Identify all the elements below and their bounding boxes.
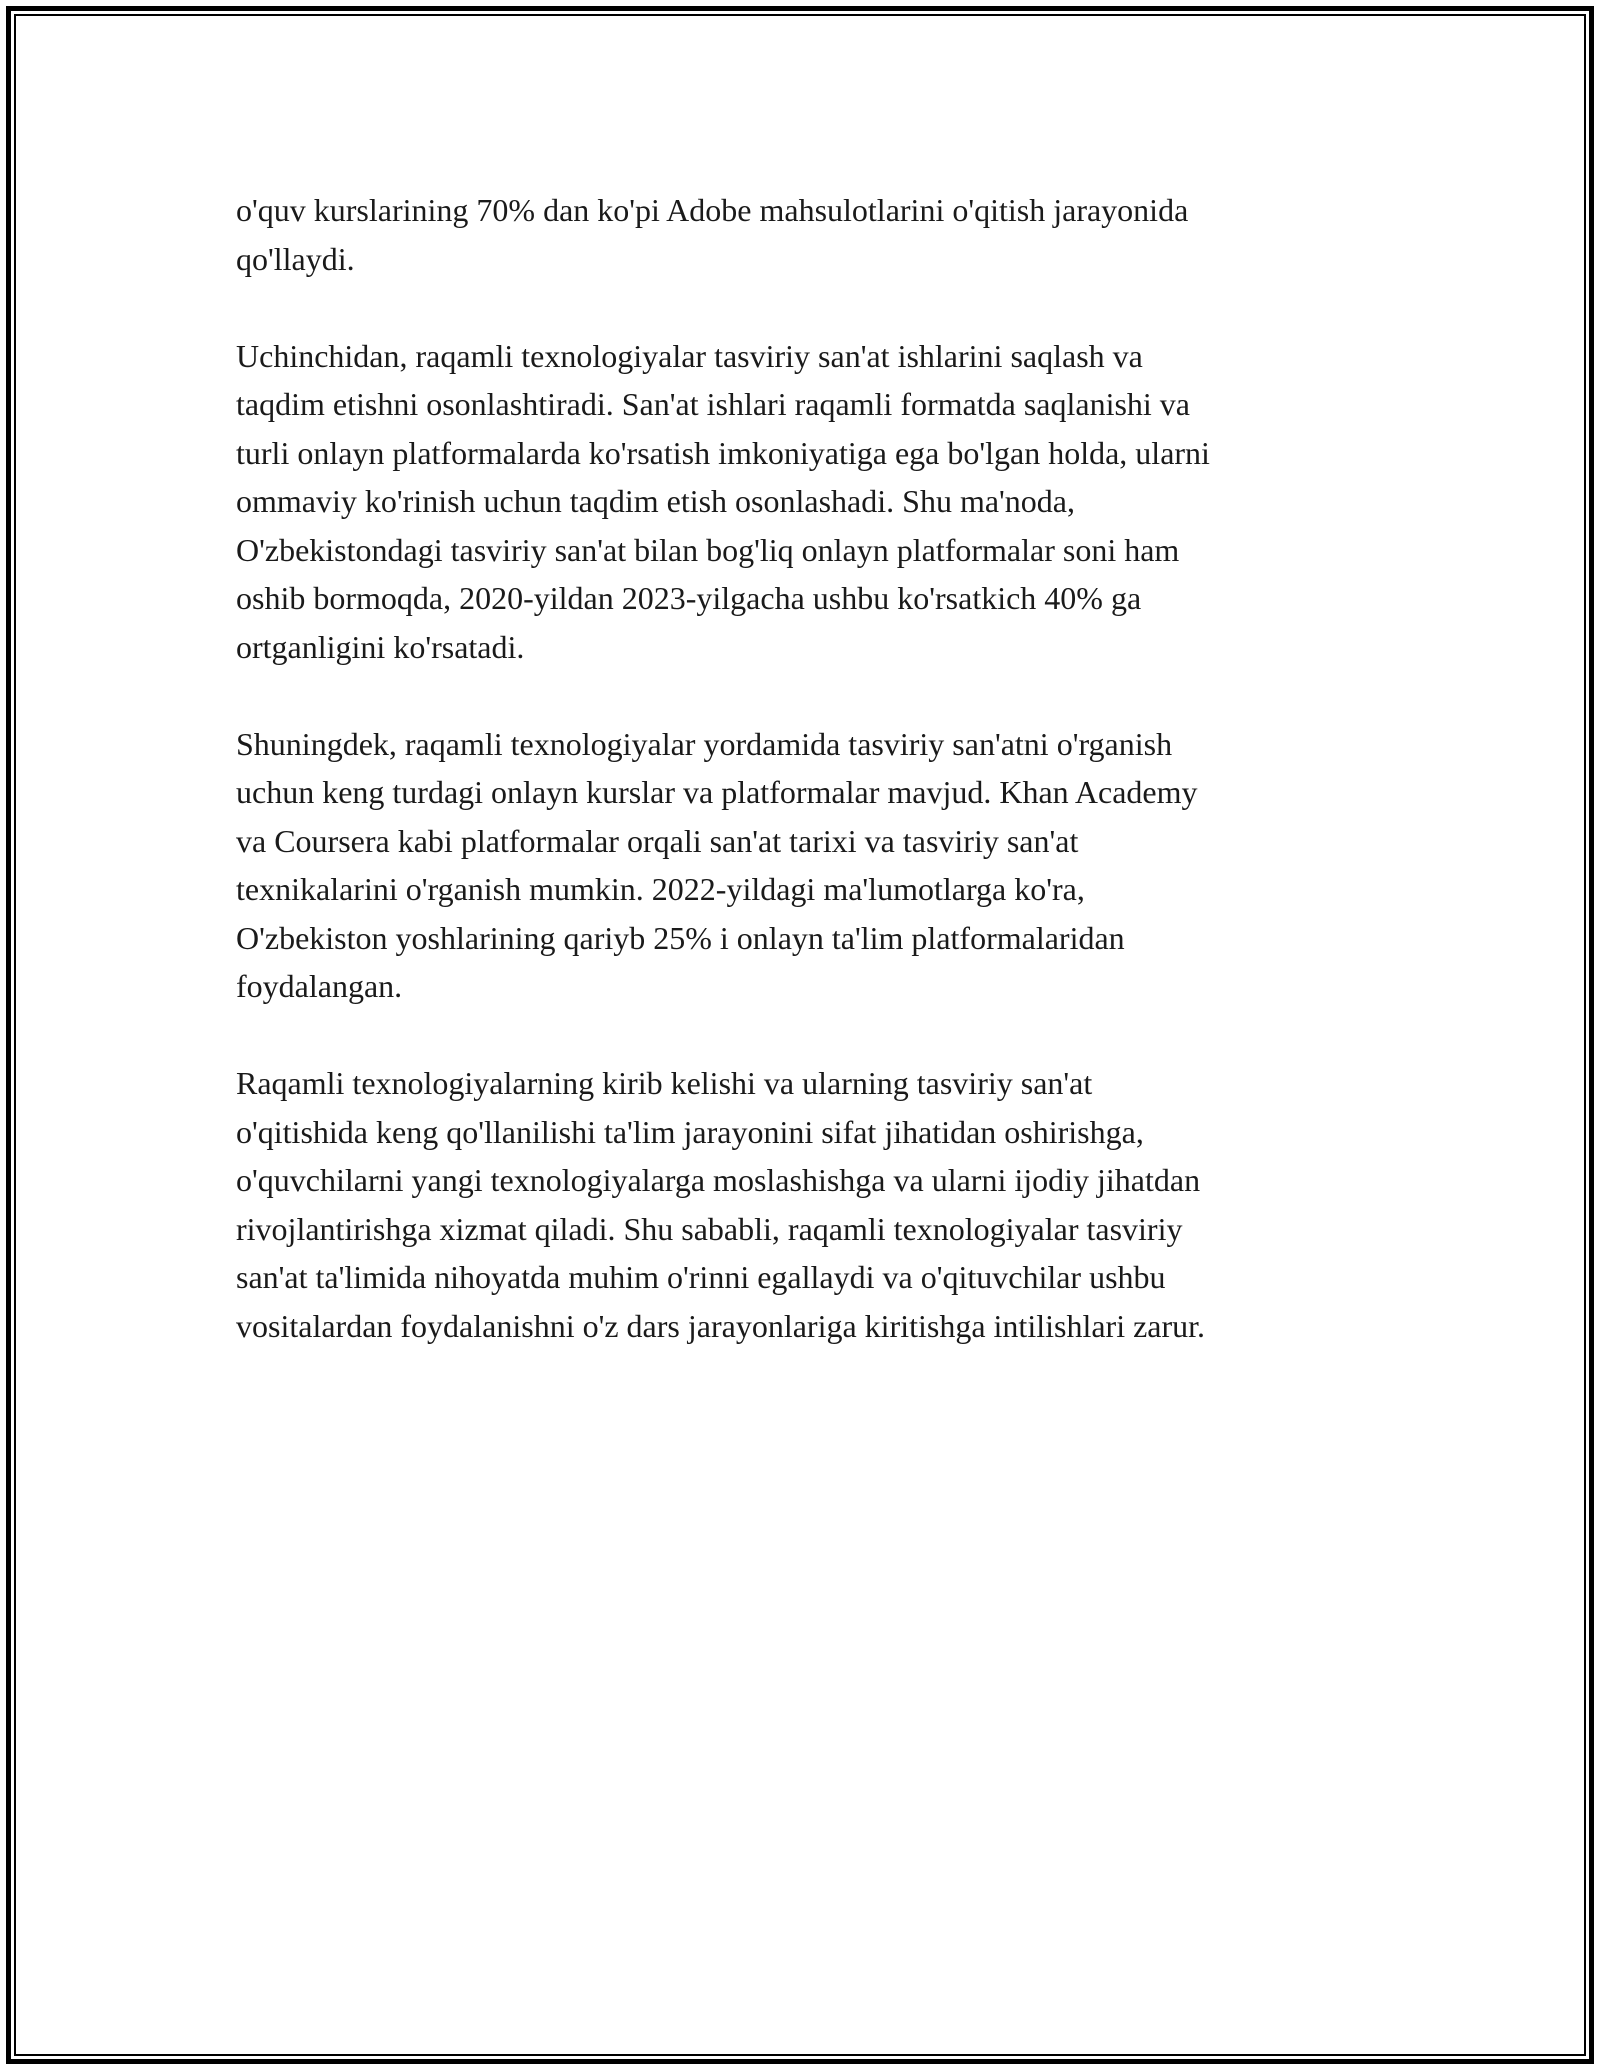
paragraph-1: o'quv kurslarining 70% dan ko'pi Adobe mahsulotlarini o'qitish jarayonida qo'llaydi. xyxy=(236,192,1189,277)
paragraph-4: Raqamli texnologiyalarning kirib kelishi va ularning tasviriy san'at o'qitishida keng qo'llanilishi ta'lim jarayonini sifat jihatidan oshirishga, o'quvchilarni yangi texnologiyalarga moslashishga va ularni ijodiy jihatdan rivojlantirishga xizmat qiladi. Shu sababli, raqamli texnologiyalar tasviriy san'at ta'limida nihoyatda muhim o'rinni egallaydi va o'qituvchilar ushbu vositalardan foydalanishni o'z dars jarayonlariga kiritishga intilishlari zarur. xyxy=(236,1065,1206,1344)
document-body xyxy=(236,186,1376,1399)
paragraph-2: Uchinchidan, raqamli texnologiyalar tasviriy san'at ishlarini saqlash va taqdim etishni osonlashtiradi. San'at ishlari raqamli formatda saqlanishi va turli onlayn platformalarda ko'rsatish imkoniyatiga ega bo'lgan holda, ularni ommaviy ko'rinish uchun taqdim etish osonlashadi. Shu ma'noda, O'zbekistondagi tasviriy san'at bilan bog'liq onlayn platformalar soni ham oshib bormoqda, 2020-yildan 2023-yilgacha ushbu ko'rsatkich 40% ga ortganligini ko'rsatadi. xyxy=(236,337,1210,665)
paragraph-3: Shuningdek, raqamli texnologiyalar yordamida tasviriy san'atni o'rganish uchun keng turdagi onlayn kurslar va platformalar mavjud. Khan Academy va Coursera kabi platformalar orqali san'at tarixi va tasviriy san'at texnikalarini o'rganish mumkin. 2022-yildagi ma'lumotlarga ko'ra, O'zbekiston yoshlarining qariyb 25% i onlayn ta'lim platformalaridan foydalangan. xyxy=(236,725,1198,1004)
